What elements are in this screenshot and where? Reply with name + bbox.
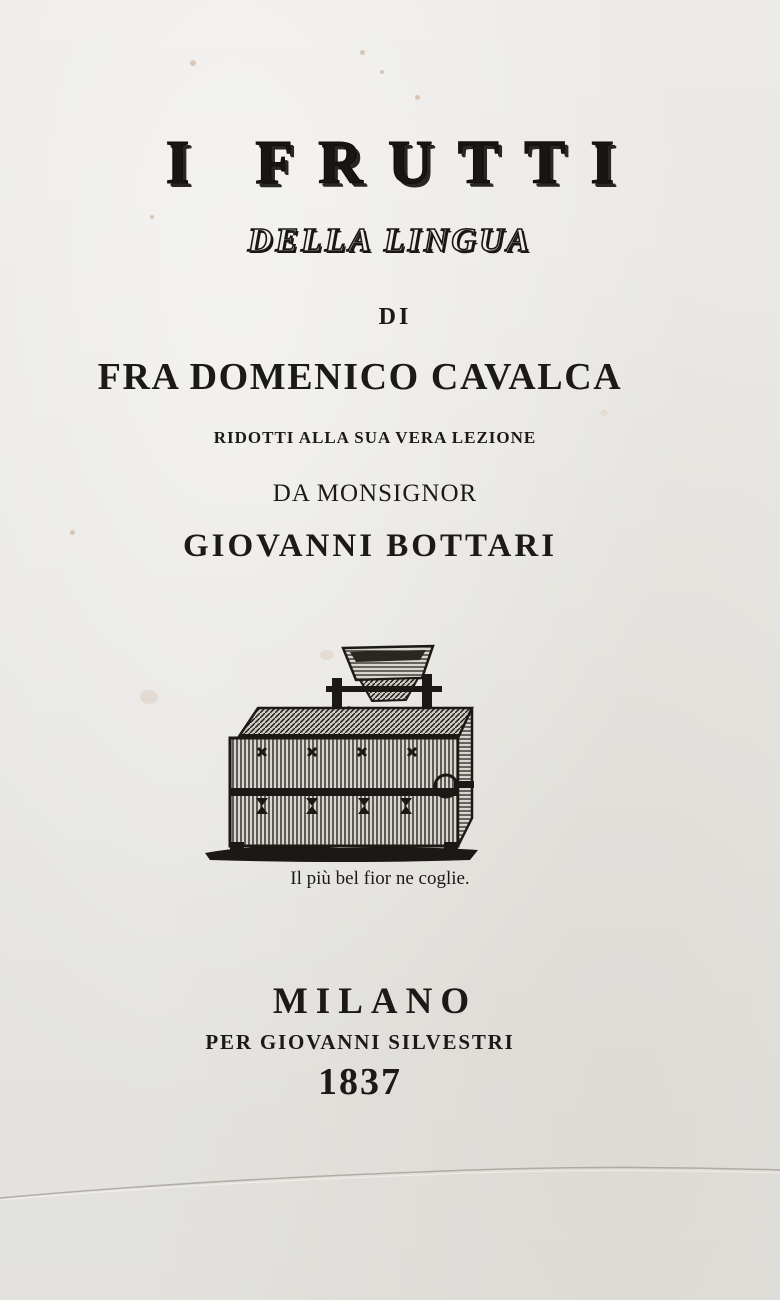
imprint-publisher: PER GIOVANNI SILVESTRI <box>205 1030 515 1054</box>
foxing-spot <box>140 690 158 704</box>
book-title: I FRUTTI <box>165 129 640 197</box>
editor-prefix: DA MONSIGNOR <box>272 480 478 507</box>
edition-note: RIDOTTI ALLA SUA VERA LEZIONE <box>213 428 537 447</box>
woodcut-sieve-chest-illustration <box>200 638 480 868</box>
foxing-spot <box>150 215 154 219</box>
paper-crease <box>0 1150 780 1210</box>
foxing-spot <box>600 410 608 416</box>
imprint-city: MILANO <box>272 981 478 1022</box>
author-name: FRA DOMENICO CAVALCA <box>97 356 623 398</box>
imprint-year: 1837 <box>318 1061 402 1103</box>
foxing-spot <box>415 95 420 100</box>
foxing-spot <box>360 50 365 55</box>
book-subtitle: DELLA LINGUA <box>247 222 533 259</box>
foxing-spot <box>190 60 196 66</box>
editor-name: GIOVANNI BOTTARI <box>182 528 558 564</box>
author-preposition: DI <box>378 304 412 330</box>
foxing-spot <box>380 70 384 74</box>
device-motto: Il più bel fior ne coglie. <box>290 868 470 889</box>
